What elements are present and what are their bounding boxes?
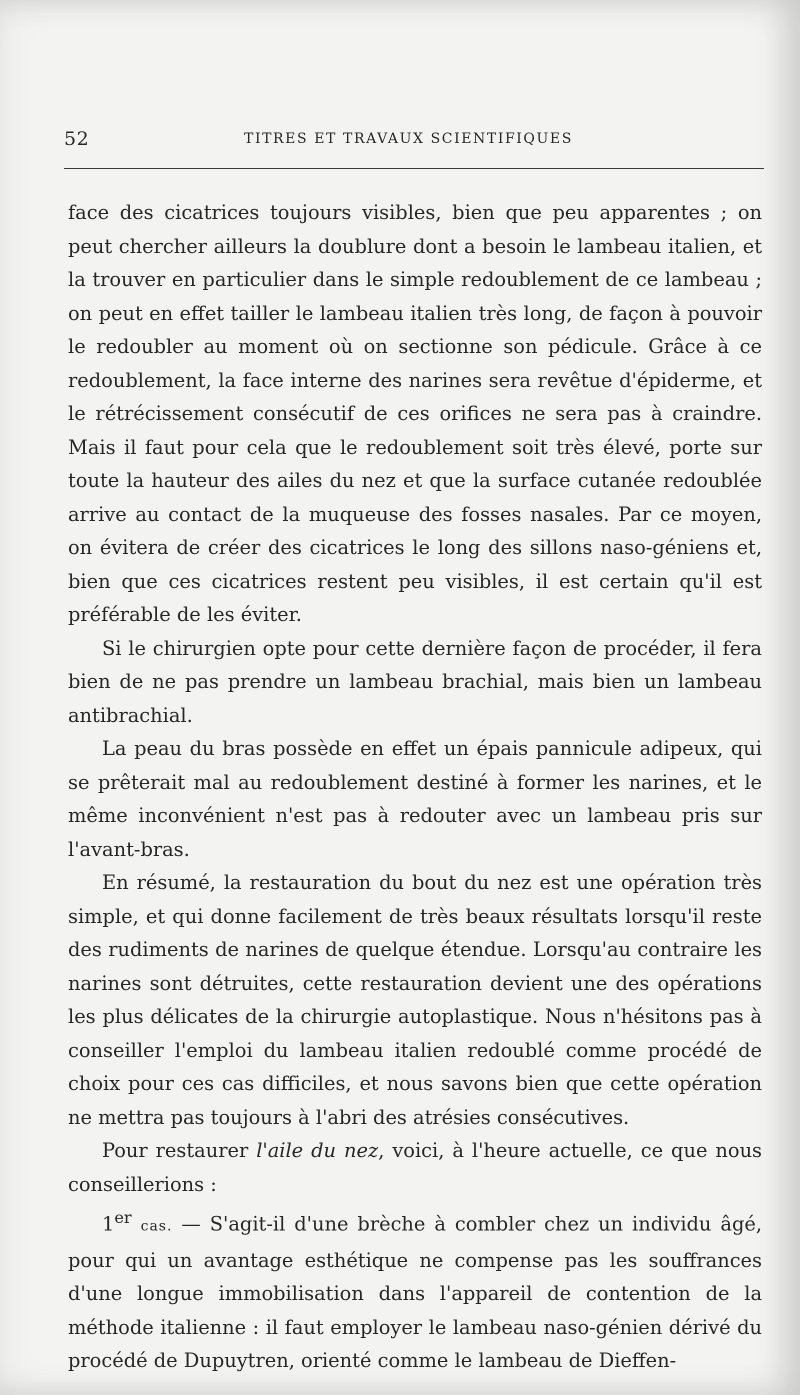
paragraph-1: face des cicatrices toujours visibles, bien que peu apparentes ; on peut chercher ailleurs la doublure dont a besoin le lambeau italien, et la trouver en particulier dans le simple redoublement de ce lambeau ; on peut en effet tailler le lambeau italien très long, de façon à pouvoir le redoubler au moment où on sectionne son pédicule. Grâce à ce redoublement, la face interne des narines sera revêtue d'épiderme, et le rétrécissement consécutif de ces orifices ne sera pas à craindre. Mais il faut pour cela que le redoublement soit très élevé, porte sur toute la hauteur des ailes du nez et que la surface cutanée redoublée arrive au contact de la muqueuse des fosses nasales. Par ce moyen, on évitera de créer des cicatrices le long des sillons naso-géniens et, bien que ces cicatrices restent peu visibles, il est certain qu'il est préférable de les éviter.	[68, 201, 762, 626]
paragraph-6	[68, 1201, 762, 1378]
case-text: — S'agit-il d'une brèche à combler chez un individu âgé, pour qui un avantage esthétique ne compense pas les souffrances d'une longue immobilisation dans l'appareil de contention de la méthode italienne : il faut employer le lambeau naso-génien dérivé du procédé de Dupuytren, orienté comme le lambeau de Dieffen-	[68, 1212, 762, 1373]
case-ordinal-sup: er	[114, 1208, 132, 1227]
page-number: 52	[64, 128, 90, 150]
case-ordinal: 1	[102, 1212, 115, 1236]
running-title: TITRES ET TRAVAUX SCIENTIFIQUES	[244, 131, 573, 147]
case-label: cas.	[140, 1218, 173, 1235]
paragraph-5-emphasis: l'aile du nez	[256, 1139, 379, 1162]
paragraph-5-before: Pour restaurer	[102, 1139, 257, 1162]
running-head	[64, 128, 764, 152]
body-text	[68, 196, 762, 1378]
paragraph-5-after: , voici, à l'heure actuelle, ce que nous conseillerions :	[68, 1139, 763, 1196]
paragraph-4: En résumé, la restauration du bout du nez est une opération très simple, et qui donne facilement de très beaux résultats lorsqu'il reste des rudiments de narines de quelque étendue. Lorsqu'au contraire les narines sont détruites, cette restauration devient une des opérations les plus délicates de la chirurgie autoplastique. Nous n'hésitons pas à conseiller l'emploi du lambeau italien redoublé comme procédé de choix pour ces cas difficiles, et nous savons bien que cette opération ne mettra pas toujours à l'abri des atrésies consécutives.	[68, 871, 762, 1129]
paragraph-5	[68, 1134, 762, 1201]
paragraph-2: Si le chirurgien opte pour cette dernière façon de procéder, il fera bien de ne pas prendre un lambeau brachial, mais bien un lambeau antibrachial.	[68, 636, 762, 727]
header-rule	[64, 168, 764, 169]
paragraph-3: La peau du bras possède en effet un épais pannicule adipeux, qui se prêterait mal au redoublement destiné à former les narines, et le même inconvénient n'est pas à redouter avec un lambeau pris sur l'avant-bras.	[68, 737, 762, 861]
